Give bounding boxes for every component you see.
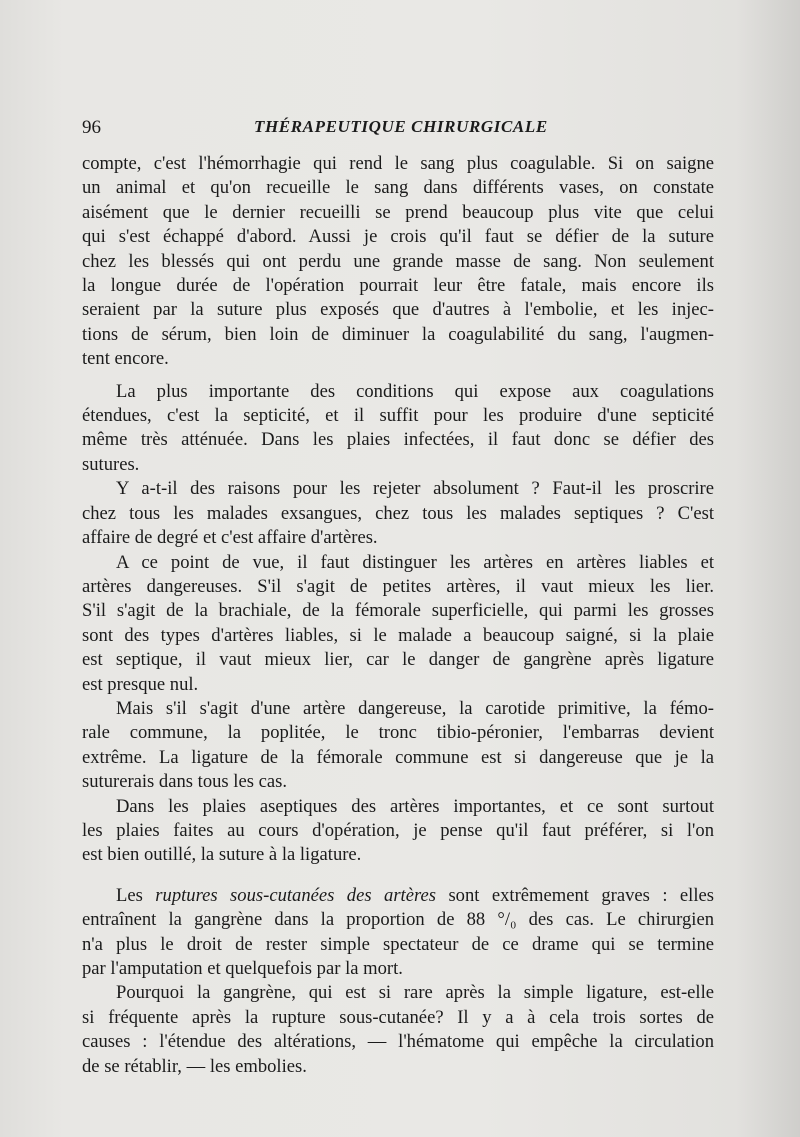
paragraph-1	[82, 152, 714, 372]
text-fragment: Les	[116, 884, 156, 906]
italic-term: ruptures sous-cutanées des artères	[155, 884, 437, 906]
text-line: La plus importante des conditions qui expose aux coagulations	[116, 380, 714, 402]
text-line: suturerais dans tous les cas.	[82, 771, 288, 793]
text-line: Pourquoi la gangrène, qui est si rare après la simple ligature, est-elle	[116, 982, 714, 1004]
body-text	[82, 152, 714, 1079]
text-line: aisément que le dernier recueilli se prend beaucoup plus vite que celui	[82, 201, 714, 223]
text-line: un animal et qu'on recueille le sang dans différents vases, on constate	[82, 177, 714, 199]
text-line: compte, c'est l'hémorrhagie qui rend le sang plus coagulable. Si on saigne	[82, 153, 714, 174]
paragraph-5	[82, 697, 714, 795]
text-line: extrême. La ligature de la fémorale commune est si dangereuse que je la	[82, 746, 714, 768]
paragraph-7	[82, 884, 714, 982]
text-line: étendues, c'est la septicité, et il suffit pour les produire d'une septicité	[82, 405, 714, 427]
text-fragment: sont extrêmement graves : elles	[436, 884, 715, 906]
text-line: est presque nul.	[82, 673, 199, 695]
text-line: de se rétablir, — les embolies.	[82, 1055, 307, 1077]
paragraph-4	[82, 551, 714, 697]
text-line: affaire de degré et c'est affaire d'artères.	[82, 527, 378, 549]
text-line: est bien outillé, la suture à la ligature.	[82, 844, 362, 866]
text-line: sont des types d'artères liables, si le malade a beaucoup saigné, si la plaie	[82, 624, 714, 646]
text-line: artères dangereuses. S'il s'agit de petites artères, il vaut mieux les lier.	[82, 575, 714, 597]
paragraph-8	[82, 981, 714, 1079]
text-line: Y a-t-il des raisons pour les rejeter absolument ? Faut-il les proscrire	[116, 478, 714, 500]
page-header	[82, 115, 722, 143]
paragraph-2	[82, 380, 714, 478]
running-title: THÉRAPEUTIQUE CHIRURGICALE	[254, 117, 548, 136]
text-line: la longue durée de l'opération pourrait leur être fatale, mais encore ils	[82, 275, 714, 297]
text-line: chez les blessés qui ont perdu une grande masse de sang. Non seulement	[82, 250, 714, 272]
text-line: n'a plus le droit de rester simple spectateur de ce drame qui se termine	[82, 933, 714, 955]
paragraph-3	[82, 477, 714, 550]
text-line: Mais s'il s'agit d'une artère dangereuse, la carotide primitive, la fémo-	[116, 697, 714, 719]
text-line: les plaies faites au cours d'opération, je pense qu'il faut préférer, si l'on	[82, 819, 714, 841]
page-number: 96	[82, 117, 101, 138]
text-line: causes : l'étendue des altérations, — l'hématome qui empêche la circulation	[82, 1031, 714, 1053]
text-line: A ce point de vue, il faut distinguer les artères en artères liables et	[116, 551, 714, 573]
text-line: chez tous les malades exsangues, chez tous les malades septiques ? C'est	[82, 502, 714, 524]
text-line: rale commune, la poplitée, le tronc tibio-péronier, l'embarras devient	[82, 722, 714, 744]
text-line: tions de sérum, bien loin de diminuer la coagulabilité du sang, l'augmen-	[82, 323, 714, 345]
text-line: si fréquente après la rupture sous-cutanée? Il y a à cela trois sortes de	[82, 1006, 714, 1028]
text-line: tent encore.	[82, 348, 169, 370]
text-line: seraient par la suture plus exposés que d'autres à l'embolie, et les injec-	[82, 299, 714, 321]
text-line: sutures.	[82, 453, 140, 475]
text-line: est septique, il vaut mieux lier, car le danger de gangrène après ligature	[82, 649, 714, 671]
text-line: S'il s'agit de la brachiale, de la fémorale superficielle, qui parmi les grosses	[82, 600, 714, 622]
text-line: qui s'est échappé d'abord. Aussi je crois qu'il faut se défier de la suture	[82, 226, 714, 248]
text-line: Dans les plaies aseptiques des artères importantes, et ce sont surtout	[116, 795, 714, 817]
text-line: même très atténuée. Dans les plaies infectées, il faut donc se défier des	[82, 429, 714, 451]
text-line: entraînent la gangrène dans la proportion de 88 °/₀ des cas. Le chirurgien	[82, 909, 714, 931]
paragraph-6	[82, 795, 714, 868]
text-line: par l'amputation et quelquefois par la mort.	[82, 958, 403, 979]
text-line-with-italic	[82, 884, 714, 908]
